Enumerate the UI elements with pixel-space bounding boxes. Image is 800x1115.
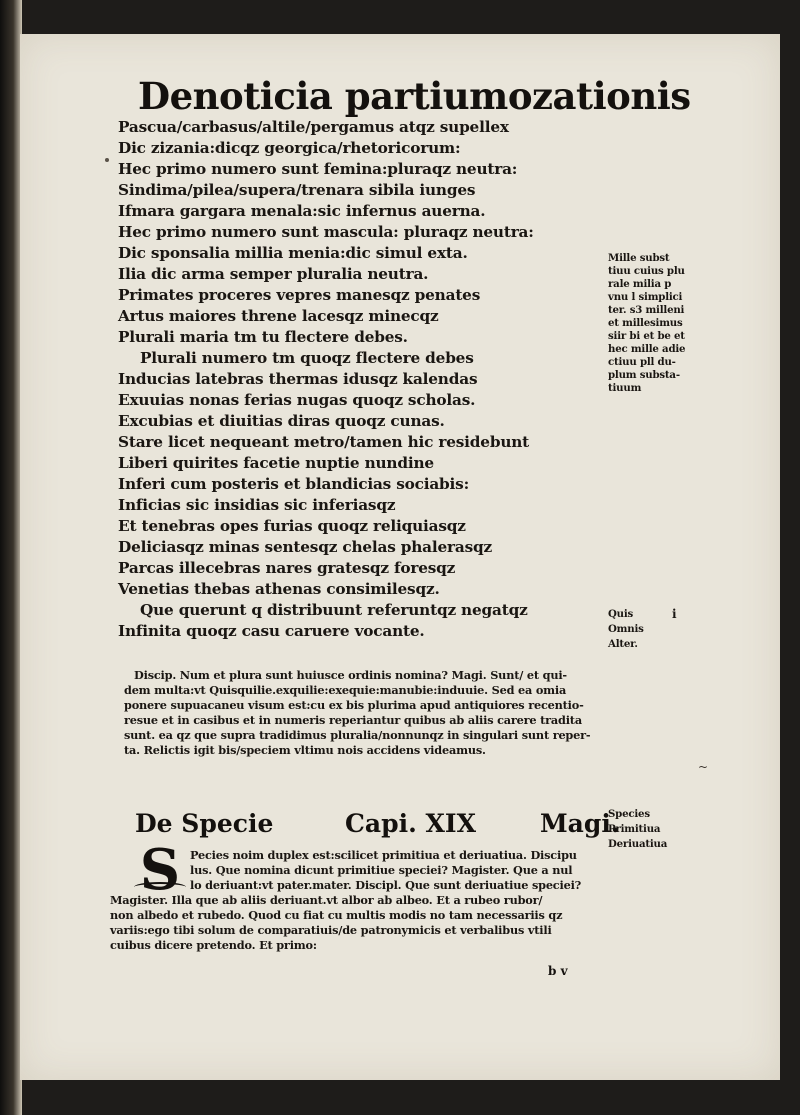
- dialogue-paragraph: [124, 668, 624, 768]
- verse-line: Artus maiores threne lacesqz minecqz: [118, 307, 439, 325]
- verse-line: Plurali maria tm tu flectere debes.: [118, 328, 408, 346]
- chapter-line: non albedo et rubedo. Quod cu fiat cu multis modis no tam necessariis qz: [110, 908, 563, 922]
- gloss-line: vnu l simplici: [608, 291, 683, 303]
- heading-speaker: Magi.: [540, 809, 620, 838]
- margin-marker: i: [672, 607, 677, 621]
- decorated-initial: S: [132, 842, 188, 898]
- prose-line: dem multa:vt Quisquilie.exquilie:exequie:manubie:induuie. Sed ea omia: [124, 683, 567, 697]
- verse-line: Ilia dic arma semper pluralia neutra.: [118, 265, 429, 283]
- gloss-line: rale milia p: [608, 278, 672, 290]
- chapter-text: [110, 848, 610, 958]
- gloss-line: et millesimus: [608, 317, 683, 329]
- margin-gloss-mid: [608, 608, 708, 658]
- verse-block: [110, 118, 610, 718]
- ink-dot: [105, 158, 109, 162]
- verse-line: Venetias thebas athenas consimilesqz.: [118, 580, 440, 598]
- verse-line: Dic sponsalia millia menia:dic simul exta.: [118, 244, 468, 262]
- verse-line: Inducias latebras thermas idusqz kalendas: [118, 370, 478, 388]
- gloss-line: Omnis: [608, 623, 644, 635]
- chapter-line: lo deriuant:vt pater.mater. Discipl. Que sunt deriuatiue speciei?: [190, 878, 582, 892]
- verse-line: Parcas illecebras nares gratesqz foresqz: [118, 559, 456, 577]
- margin-gloss-top: [608, 252, 718, 452]
- verse-line: Inferi cum posteris et blandicias sociabis:: [118, 475, 470, 493]
- prose-line: ponere supuacaneu visum est:cu ex bis plurima apud antiquiores recentio-: [124, 698, 584, 712]
- chapter-line: Pecies noim duplex est:scilicet primitiua et deriuatiua. Discipu: [190, 848, 577, 862]
- verse-line: Liberi quirites facetie nuptie nundine: [118, 454, 434, 472]
- verse-line: Excubias et diuitias diras quoqz cunas.: [118, 412, 445, 430]
- verse-line: Que querunt q distribuunt referuntqz negatqz: [140, 601, 528, 619]
- heading-chapter: Capi. XIX: [345, 809, 476, 838]
- gloss-line: Deriuatiua: [608, 838, 668, 850]
- verse-line: Deliciasqz minas sentesqz chelas phalerasqz: [118, 538, 492, 556]
- verse-line: Et tenebras opes furias quoqz reliquiasqz: [118, 517, 466, 535]
- verse-line: Dic zizania:dicqz georgica/rhetoricorum:: [118, 139, 461, 157]
- verse-line: Stare licet nequeant metro/tamen hic residebunt: [118, 433, 530, 451]
- gloss-line: Quis: [608, 608, 634, 620]
- verse-line: Pascua/carbasus/altile/pergamus atqz supellex: [118, 118, 509, 136]
- prose-line: ta. Relictis igit bis/speciem vltimu nois accidens videamus.: [124, 743, 486, 757]
- book-spine: [0, 0, 22, 1115]
- gloss-line: Mille subst: [608, 252, 670, 264]
- gloss-line: hec mille adie: [608, 343, 686, 355]
- gloss-line: Alter.: [608, 638, 638, 650]
- page-title: Denoticia partiumozationis: [138, 74, 691, 118]
- chapter-line: Magister. Illa que ab aliis deriuant.vt albor ab albeo. Et a rubeo rubor/: [110, 893, 543, 907]
- book-page: [20, 34, 780, 1080]
- prose-line: resue et in casibus et in numeris reperiantur quibus ab aliis carere tradita: [124, 713, 582, 727]
- ink-mark: ~: [698, 760, 709, 774]
- prose-line: sunt. ea qz que supra tradidimus pluralia/nonnunqz in singulari sunt reper-: [124, 728, 591, 742]
- heading-subject: De Specie: [135, 809, 274, 838]
- gloss-line: Primitiua: [608, 823, 661, 835]
- verse-line: Hec primo numero sunt femina:pluraqz neutra:: [118, 160, 518, 178]
- verse-line: Hec primo numero sunt mascula: pluraqz neutra:: [118, 223, 534, 241]
- prose-line: Discip. Num et plura sunt huiusce ordinis nomina? Magi. Sunt/ et qui-: [134, 668, 567, 682]
- chapter-line: variis:ego tibi solum de comparatiuis/de patronymicis et verbalibus vtili: [110, 923, 552, 937]
- chapter-heading: [135, 809, 620, 849]
- gloss-line: Species: [608, 808, 650, 820]
- verse-line: Primates proceres vepres manesqz penates: [118, 286, 481, 304]
- verse-line: Ifmara gargara menala:sic infernus auerna.: [118, 202, 486, 220]
- gloss-line: ctiuu pll du-: [608, 356, 676, 368]
- verse-line: Inficias sic insidias sic inferiasqz: [118, 496, 396, 514]
- gloss-line: siir bi et be et: [608, 330, 685, 342]
- chapter-line: lus. Que nomina dicunt primitiue speciei? Magister. Que a nul: [190, 863, 573, 877]
- verse-line: Exuuias nonas ferias nugas quoqz scholas.: [118, 391, 476, 409]
- margin-gloss-bottom: [608, 808, 718, 858]
- gloss-line: tiuum: [608, 382, 642, 394]
- verse-line: Infinita quoqz casu caruere vocante.: [118, 622, 425, 640]
- chapter-line: cuibus dicere pretendo. Et primo:: [110, 938, 317, 952]
- verse-line: Plurali numero tm quoqz flectere debes: [140, 349, 474, 367]
- signature-mark: b v: [548, 964, 568, 978]
- gloss-line: ter. s3 milleni: [608, 304, 685, 316]
- verse-line: Sindima/pilea/supera/trenara sibila iunges: [118, 181, 476, 199]
- gloss-line: tiuu cuius plu: [608, 265, 685, 277]
- gloss-line: plum substa-: [608, 369, 680, 381]
